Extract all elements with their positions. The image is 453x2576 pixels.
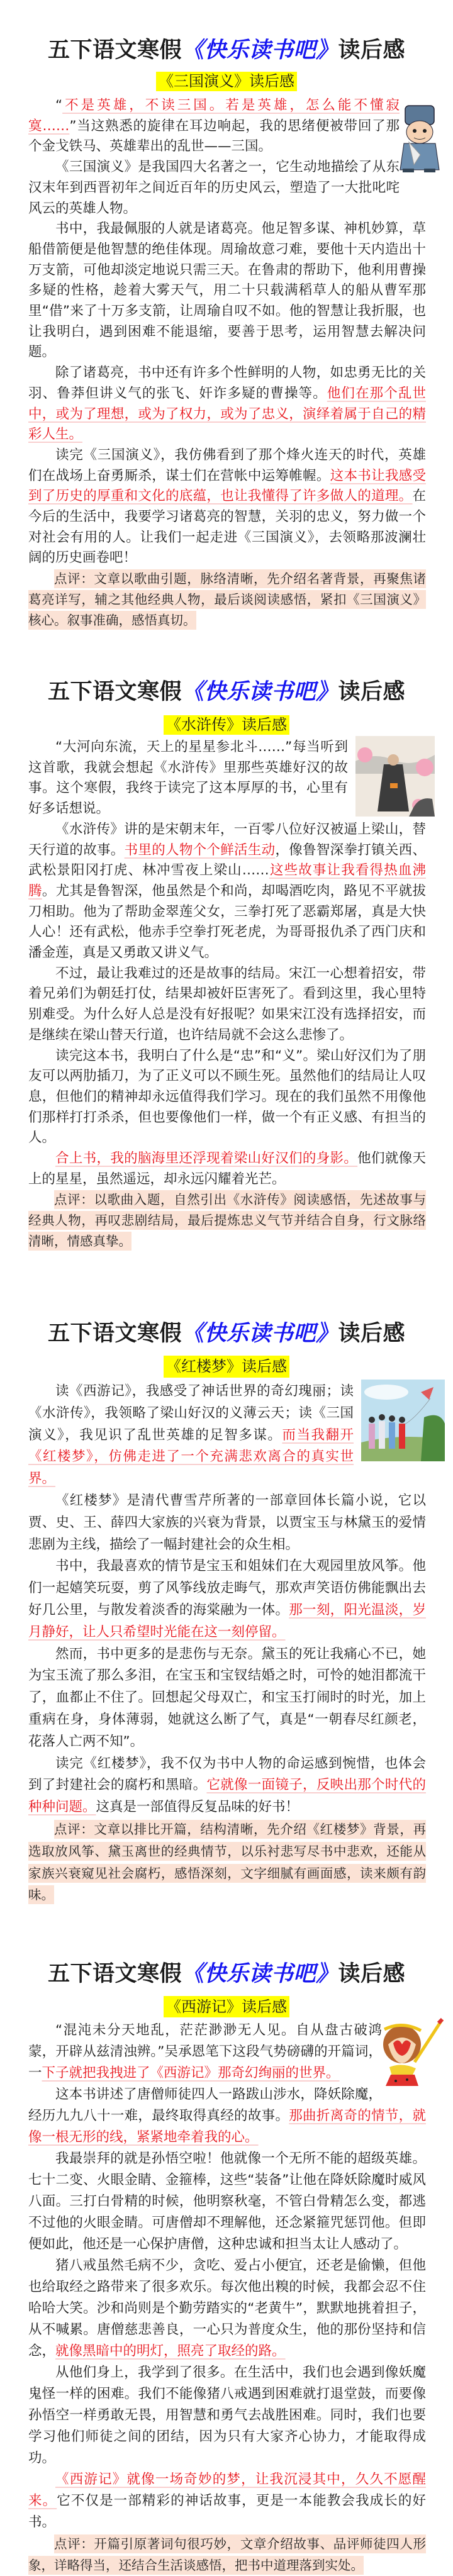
text-segment: 除了诸葛亮，书中还有许多个性鲜明的人物，如忠勇无比的关羽、鲁莽但讲义气的张飞、奸诈多疑的曹操等。 [28, 365, 426, 401]
title-book-name: 《快乐读书吧》 [181, 679, 338, 705]
text-segment: 这真是一部值得反复品味的好书！ [96, 1799, 299, 1815]
essay-body [28, 737, 426, 1252]
essay-paragraph [28, 1490, 426, 1556]
essay-paragraph [28, 157, 426, 219]
comment-text: 点评：开篇引原著词句很巧妙，文章介绍故事、品评师徒四人形象，详略得当，还结合生活谈感悟，把书中道理落到实处。 [28, 2534, 426, 2575]
teacher-comment [28, 569, 426, 630]
title-suffix: 读后感 [338, 679, 406, 705]
text-segment: 书中，我最佩服的人就是诸葛亮。他足智多谋、神机妙算，草船借箭便是他智慧的绝佳体现。周瑜故意刁难，要他十天内造出十万支箭，可他却淡定地说只需三天。在鲁肃的帮助下，他利用曹操多疑的性格，趁着大雾天气，用二十只载满稻草人的船从曹军那里“借”来了十万多支箭，让周瑜自叹不如。他的智慧让我折服，也让我明白，遇到困难不能退缩，要善于思考，运用智慧去解决问题。 [28, 221, 426, 360]
text-segment: 我最崇拜的就是孙悟空啦！他就像一个无所不能的超级英雄。七十二变、火眼金睛、金箍棒，这些“装备”让他在降妖除魔时威风八面。三打白骨精的时候，他明察秋毫，不管白骨精怎么变，都逃不过他的火眼金睛。可唐僧却不理解他，还念紧箍咒惩罚他。但即便如此，他还是一心保护唐僧，这种忠诚和担当太让人感动了。 [28, 2151, 426, 2252]
highlighted-sentence: 《西游记》就像一场奇妙的梦，让我沉浸其中，久久不愿醒来。 [28, 2472, 426, 2509]
text-segment: 《水浒传》讲的是宋朝末年，一百零八位好汉被逼上梁山，替天行道的故事。 [28, 821, 426, 858]
title-suffix: 读后感 [338, 1321, 406, 1346]
comment-text: 点评：文章以歌曲引题，脉络清晰，先介绍名著背景，再聚焦诸葛亮详写，辅之其他经典人物，最后谈阅读感悟，紧扣《三国演义》核心。叙事准确，感悟真切。 [28, 569, 426, 629]
essay-paragraph [28, 363, 426, 445]
highlighted-sentence: 那曲折离奇的情节，就像一根无形的线，紧紧地牵着我的心。 [28, 2108, 426, 2145]
page-title [0, 38, 453, 63]
essay-paragraph [28, 1753, 426, 1819]
comment-text: 点评：文章以排比开篇，结构清晰，先介绍《红楼梦》背景，再选取放风筝、黛玉离世的经典情节，以乐衬悲写尽书中悲欢，还能从家族兴衰窥见社会腐朽，感悟深刻，文字细腻有画面感，读来颇有韵味。 [28, 1820, 426, 1904]
essay-paragraph [28, 2148, 426, 2255]
book-subtitle: 《三国演义》读后感 [156, 72, 297, 91]
essay-paragraph [28, 820, 426, 964]
text-segment: “大河向东流，天上的星星参北斗……”每当听到这首歌，我就会想起《水浒传》里那些英雄好汉的故事。这个寒假，我终于读完了这本厚厚的书，心里有好多话想说。 [28, 739, 348, 817]
essay-paragraph [28, 1046, 426, 1149]
essay-body [28, 96, 426, 630]
text-segment: 。尤其是鲁智深，他虽然是个和尚，却喝酒吃肉，路见不平就拔刀相助。他为了帮助金翠莲父女，三拳打死了恶霸郑屠，真是大快人心！还有武松，他赤手空拳打死老虎，为哥哥报仇杀了西门庆和潘金莲，真是又勇敢又讲义气。 [28, 883, 426, 961]
image-spacer [348, 737, 426, 820]
teacher-comment [28, 1819, 426, 1906]
text-segment: 在今后的生活中，我要学习诸葛亮的智慧，关羽的忠义，努力做一个对社会有用的人。让我们一起走进《三国演义》，去领略那波澜壮阔的历史画卷吧！ [28, 488, 426, 566]
text-segment: “混沌未分天地乱，茫茫渺渺无人见。自从盘古破鸿蒙，开辟从兹清浊辨。”吴承恩笔下这段气势磅礴的开篇词，一 [28, 2022, 382, 2081]
text-segment: 《红楼梦》是清代曹雪芹所著的一部章回体长篇小说，它以贾、史、王、薛四大家族的兴衰为背景，以贾宝玉与林黛玉的爱情悲剧为主线，描绘了一幅封建社会的众生相。 [28, 1492, 426, 1553]
title-prefix: 五下语文寒假 [47, 679, 182, 705]
image-spacer [400, 96, 426, 219]
title-book-name: 《快乐读书吧》 [181, 38, 338, 63]
highlighted-sentence: 那一刻，阳光温淡，岁月静好，让人只希望时光能在这一刻停留。 [28, 1602, 426, 1640]
highlighted-sentence: 这些故事让我看得热血沸腾 [28, 862, 426, 899]
subtitle-row [0, 1356, 453, 1378]
title-book-name: 《快乐读书吧》 [181, 1961, 338, 1987]
page-title [0, 1321, 453, 1346]
text-segment: 读完这本书，我明白了什么是“忠”和“义”。梁山好汉们为了朋友可以两肋插刀，为了正义可以不顾生死。虽然他们的结局让人叹息，但他们的精神却永远值得我们学习。现在的我们虽然不用像他们那样打打杀杀，但也要像他们一样，做一个有正义感、有担当的人。 [28, 1047, 426, 1146]
essay-paragraph [28, 2362, 426, 2469]
text-segment: 书中，我最喜欢的情节是宝玉和姐妹们在大观园里放风筝。他们一起嬉笑玩耍，剪了风筝线放走晦气，那欢声笑语仿佛能飘出去好几公里，与散发着淡香的海棠融为一体。 [28, 1558, 426, 1618]
essay-body [28, 1381, 426, 1906]
title-prefix: 五下语文寒假 [47, 38, 182, 63]
text-segment: ，像鲁智深拳打镇关西、武松景阳冈打虎、林冲雪夜上梁山…… [28, 842, 426, 879]
essay-body [28, 2020, 426, 2576]
text-segment: 它不仅是一部精彩的神话故事，更是一本能教会我成长的好书。 [28, 2493, 426, 2530]
highlighted-sentence: 这本书让我感受到了历史的厚重和文化的底蕴，也让我懂得了许多做人的道理。 [28, 467, 426, 505]
text-segment: 《三国演义》是我国四大名著之一，它生动地描绘了从东汉末年到西晋初年之间近百年的历史风云，塑造了一大批叱咤风云的英雄人物。 [28, 159, 400, 216]
highlighted-sentence: 合上书，我的脑海里还浮现着梁山好汉们的身影。 [55, 1151, 358, 1167]
teacher-comment [28, 2533, 426, 2576]
text-segment: 猪八戒虽然毛病不少，贪吃、爱占小便宜，还老是偷懒，但他也给取经之路带来了很多欢乐。每次他出糗的时候，我都会忍不住哈哈大笑。沙和尚则是个勤劳踏实的“老黄牛”，默默地挑着担子，从不喊累。唐僧慈悲善良，一心只为普度众生，他的那份坚持和信念， [28, 2258, 426, 2359]
text-segment: “ [55, 98, 63, 113]
text-segment: 读完《三国演义》，我仿佛看到了那个烽火连天的时代，英雄们在战场上奋勇厮杀，谋士们在营帐中运筹帷幄。 [28, 447, 426, 484]
essay-paragraph [28, 2255, 426, 2362]
book-subtitle: 《水浒传》读后感 [164, 715, 289, 735]
highlighted-sentence: 而当我翻开《红楼梦》，仿佛走进了一个充满悲欢离合的真实世界。 [28, 1427, 354, 1487]
highlighted-sentence: 它就像一面镜子，反映出那个时代的种种问题。 [28, 1777, 426, 1815]
text-segment: 从他们身上，我学到了很多。在生活中，我们也会遇到像妖魔鬼怪一样的困难。我们不能像猪八戒遇到困难就打退堂鼓，而要像孙悟空一样勇敢无畏，用智慧和勇气去战胜困难。同时，我们也要学习他们师徒之间的团结，因为只有大家齐心协力，才能取得成功。 [28, 2365, 426, 2466]
text-segment: 不过，最让我难过的还是故事的结局。宋江一心想着招安，带着兄弟们为朝廷打仗，结果却被奸臣害死了。看到这里，我心里特别难受。为什么好人总是没有好报呢？如果宋江没有选择招安，而是继续在梁山替天行道，也许结局就不会这么悲惨了。 [28, 965, 426, 1043]
highlighted-sentence: 书里的人物个个鲜活生动 [124, 842, 276, 858]
essay-paragraph [28, 96, 426, 157]
teacher-comment [28, 1190, 426, 1251]
title-book-name: 《快乐读书吧》 [181, 1321, 338, 1346]
book-subtitle: 《红楼梦》读后感 [164, 1356, 289, 1378]
book-subtitle: 《西游记》读后感 [164, 1996, 289, 2017]
essay-paragraph [28, 2469, 426, 2533]
essay-paragraph [28, 964, 426, 1046]
subtitle-row [0, 1996, 453, 2017]
text-segment: ”当这熟悉的旋律在耳边响起，我的思绪便被带回了那个金戈铁马、英雄辈出的乱世——三国。 [28, 118, 400, 155]
image-spacer [382, 2020, 426, 2105]
highlighted-sentence: 不是英雄，不读三国。若是英雄，怎么能不懂寂寞…… [28, 98, 400, 134]
subtitle-row [0, 72, 453, 91]
text-segment: 读《西游记》，我感受了神话世界的奇幻瑰丽；读《水浒传》，我领略了梁山好汉的义薄云天；读《三国演义》，我见识了乱世英雄的足智多谋。 [28, 1383, 354, 1443]
page-title [0, 679, 453, 705]
highlighted-sentence: 下子就把我拽进了《西游记》那奇幻绚丽的世界。 [42, 2065, 340, 2081]
essay-paragraph [28, 1149, 426, 1190]
highlighted-sentence: 他们在那个乱世中，或为了理想，或为了权力，或为了忠义，演绎着属于自己的精彩人生。 [28, 385, 426, 443]
title-prefix: 五下语文寒假 [47, 1961, 182, 1987]
text-segment: 然而，书中更多的是悲伤与无奈。黛玉的死让我痛心不已，她为宝玉流了那么多泪，在宝玉和宝钗结婚之时，可怜的她泪都流干了，血都止不住了。回想起父母双亡，和宝玉打闹时的时光，加上重病在身，身体薄弱，她就这么断了气，真是“一朝春尽红颜老，花落人亡两不知”。 [28, 1646, 426, 1749]
title-suffix: 读后感 [338, 38, 406, 63]
essay-paragraph [28, 2020, 426, 2084]
title-suffix: 读后感 [338, 1961, 406, 1987]
title-prefix: 五下语文寒假 [47, 1321, 182, 1346]
essay-paragraph [28, 219, 426, 363]
image-spacer [354, 1381, 426, 1468]
essay-paragraph [28, 2084, 426, 2148]
text-segment: 读完《红楼梦》，我不仅为书中人物的命运感到惋惜，也体会到了封建社会的腐朽和黑暗。 [28, 1755, 426, 1793]
text-segment: 这本书讲述了唐僧师徒四人一路跋山涉水，降妖除魔，经历九九八十一难，最终取得真经的故事。 [28, 2087, 382, 2124]
text-segment: 他们就像天上的星星，虽然遥远，却永远闪耀着光芒。 [28, 1151, 426, 1187]
page-title [0, 1961, 453, 1987]
highlighted-sentence: 就像黑暗中的明灯，照亮了取经的路。 [55, 2343, 286, 2359]
essay-paragraph [28, 1644, 426, 1753]
comment-text: 点评：以歌曲入题，自然引出《水浒传》阅读感悟，先述故事与经典人物，再叹悲剧结局，最后提炼忠义气节并结合自身，行文脉络清晰，情感真挚。 [28, 1190, 426, 1250]
essay-paragraph [28, 1556, 426, 1643]
essay-paragraph [28, 445, 426, 569]
subtitle-row [0, 715, 453, 735]
